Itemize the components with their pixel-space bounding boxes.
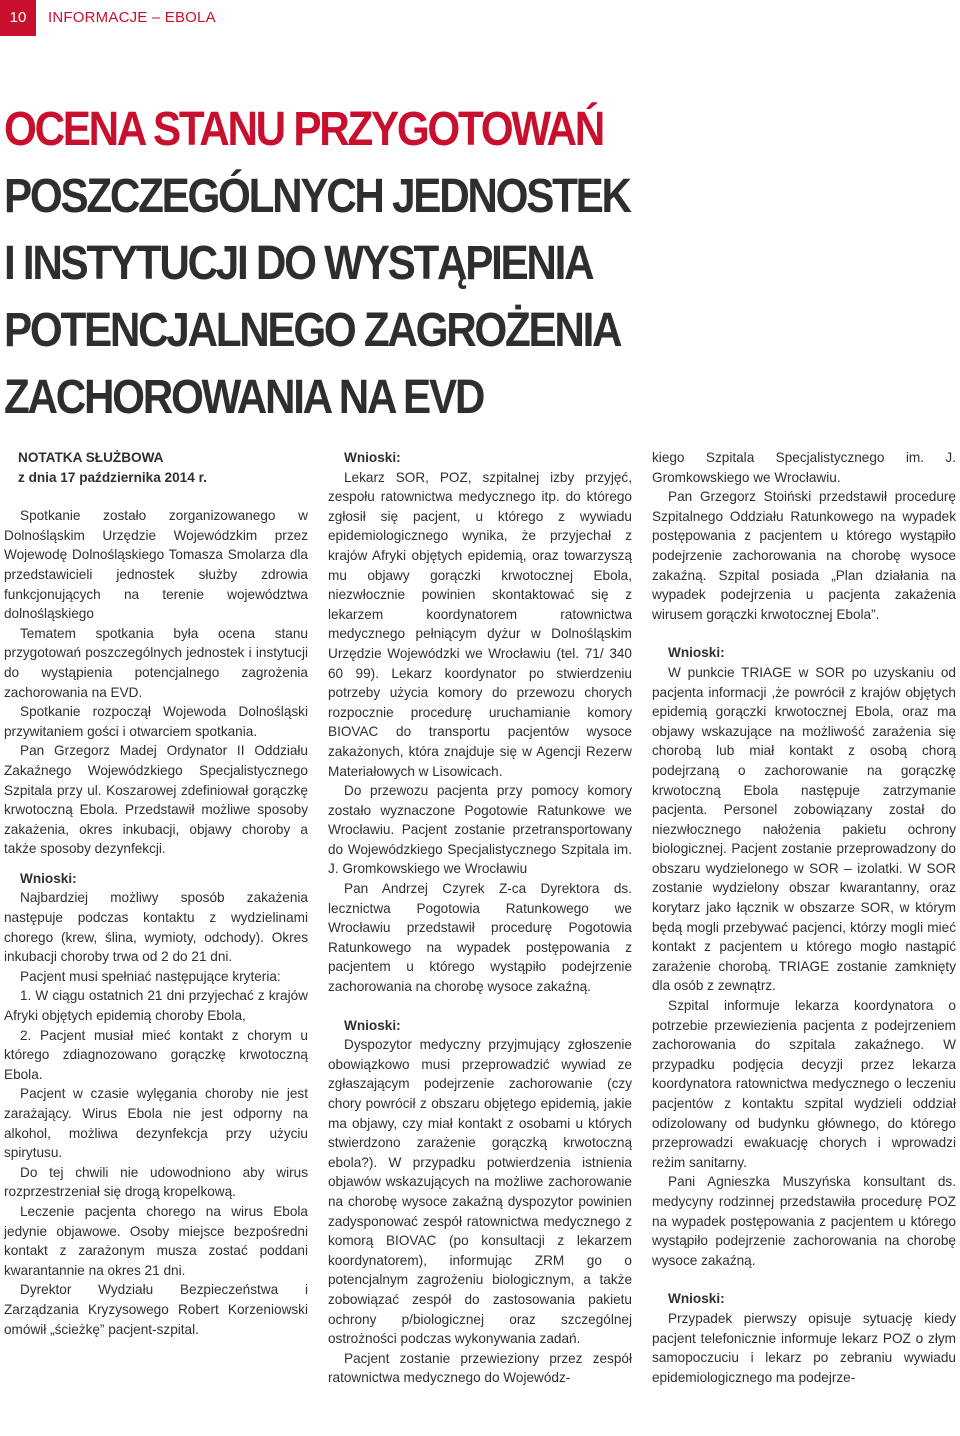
list-item: 2. Pacjent musiał mieć kontakt z chorym u którego zdiagnozowano gorączkę krwotoczną Ebola. <box>4 1027 308 1082</box>
paragraph: Spotkanie rozpoczął Wojewoda Dolnośląski przywitaniem gości i otwarciem spotkania. <box>4 704 308 739</box>
paragraph: Leczenie pacjenta chorego na wirus Ebola jedynie objawowe. Osoby miejsce bezpośredni kontakt z zarażonym musza zostać poddani kwarantannie na okres 21 dni. <box>4 1203 308 1278</box>
paragraph: Pan Andrzej Czyrek Z-ca Dyrektora ds. lecznictwa Pogotowia Ratunkowego we Wrocławiu przedstawił procedurę Pogotowia Ratunkowego na wypadek postępowania z pacjentem u którego wystąpiło podejrzenie zachorowania na chorobę wysoce zakaźną. <box>328 881 632 995</box>
paragraph: Przypadek pierwszy opisuje sytuację kiedy pacjent telefonicznie informuje lekarz POZ o złym samopoczuciu i lekarz po zebraniu wywiadu epidemiologicznego ma podejrze- <box>652 1310 956 1385</box>
paragraph: kiego Szpitala Specjalistycznego im. J. Gromkowskiego we Wrocławiu. <box>652 450 956 485</box>
paragraph: Spotkanie zostało zorganizowanego w Dolnośląskim Urzędzie Wojewódzkim przez Wojewodę Dolnośląskiego Tomasza Smolarza dla przedstawicieli jednostek służby zdrowia funkcjonujących na terenie województwa dolnośląskiego <box>4 508 308 622</box>
note-date: z dnia 17 października 2014 r. <box>18 469 207 485</box>
paragraph: Lekarz SOR, POZ, szpitalnej izby przyjęć, zespołu ratownictwa medycznego itp. do którego zgłosił się pacjent, u którego z wywiadu epidemiologicznego wynika, że przyjechał z krajów Afryki objętych epidemią, oraz towarzyszą mu objawy gorączki krwotocznej Ebola, niezwłocznie powinien skontaktować się z lekarzem koordynatorem ratownictwa medycznego pełniącym dyżur w Dolnośląskim Urzędzie Wojewódzki we Wrocławiu (tel. 71/ 340 60 99). Lekarz koordynator po stwierdzeniu potrzeby użycia komory do przewozu chorych rozpocznie procedurę uruchamianie komory BIOVAC do transportu pacjentów wysoce zakażonych, która znajduje się w Agencji Rezerw Materiałowych w Lisowicach. <box>328 469 632 779</box>
conclusions-heading: Wnioski: <box>20 870 77 886</box>
title-line: POSZCZEGÓLNYCH JEDNOSTEK <box>4 170 630 223</box>
article-column-2 <box>328 448 632 1428</box>
paragraph: Pan Grzegorz Stoiński przedstawił procedurę Szpitalnego Oddziału Ratunkowego na wypadek postępowania z pacjentem u którego wystąpiło podejrzenie zachorowania na chorobę wysoce zakaźną. Szpital posiada „Plan działania na wypadek podejrzenia u pacjenta zakażenia wirusem gorączki krwotocznej Ebola”. <box>652 489 956 622</box>
title-line: I INSTYTUCJI DO WYSTĄPIENIA <box>4 237 593 290</box>
article-title <box>4 96 954 431</box>
paragraph: Pani Agnieszka Muszyńska konsultant ds. medycyny rodzinnej przedstawiła procedurę POZ na wypadek postępowania z pacjentem u którego wystąpiło podejrzenie zachorowania na chorobę wysoce zakaźną. <box>652 1174 956 1268</box>
paragraph: Dyspozytor medyczny przyjmujący zgłoszenie obowiązkowo musi przeprowadzić wywiad ze zgłaszającym podejrzenie zachorowanie (czy chory powrócił z obszaru objętego epidemią, jakie ma objawy, czy miał kontakt z osobami u których stwierdzono zarażenie gorączką krwotoczną ebola?). W przypadku potwierdzenia istnienia objawów wskazujących na możliwe zachorowanie na chorobę wysoce zakaźną dyspozytor powinien zadysponować zespół ratownictwa medycznego z komorą BIOVAC (po konsultacji z lekarzem koordynatorem), informując ZRM go o potencjalnym zagrożeniu biologicznym, a także zobowiązać zespół do zastosowania pakietu ochrony p/biologicznej oraz szczególnej ostrożności podczas wykonywania zadań. <box>328 1037 632 1347</box>
section-label: INFORMACJE – EBOLA <box>48 9 216 26</box>
page-number: 10 <box>0 0 36 36</box>
article-column-1 <box>4 448 308 1428</box>
conclusions-heading: Wnioski: <box>344 450 401 465</box>
note-title: NOTATKA SŁUŻBOWA <box>18 450 164 465</box>
page-header <box>0 0 960 36</box>
paragraph: Najbardziej możliwy sposób zakażenia następuje podczas kontaktu z wydzielinami chorego (krew, ślina, wymioty, odchody). Okres inkubacji choroby trwa od 2 do 21 dni. <box>4 890 308 965</box>
list-item: 1. W ciągu ostatnich 21 dni przyjechać z krajów Afryki objętych epidemią choroby Ebola, <box>4 988 308 1024</box>
paragraph: W punkcie TRIAGE w SOR po uzyskaniu od pacjenta informacji ,że powrócił z krajów objętych epidemią gorączki krwotocznej Ebola, oraz ma objawy wskazujące na możliwość zarażenia się chorobą lub miał kontakt z osobą chorą podejrzaną o zachorowanie na gorączkę krwotoczną Ebola następuje zatrzymanie pacjenta. Personel zobowiązany został do niezwłocznego nałożenia pakietu ochrony biologicznej. Pacjent zostanie przeprowadzony do obszaru wydzielonego w SOR – izolatki. W SOR zostanie wydzielony obszar kwarantanny, oraz korytarz jako łącznik w obszarze SOR, w którym będą mogli przebywać pacjenci, którzy mogli mieć kontakt z pacjentem u którego mogło nastąpić zarażenie chorobą. TRIAGE zostanie zamknięty dla osób z zewnątrz. <box>652 664 956 994</box>
title-line: ZACHOROWANIA NA EVD <box>4 371 484 424</box>
paragraph: Pacjent w czasie wylęgania choroby nie jest zarażający. Wirus Ebola nie jest odporny na alkohol, możliwa dezynfekcja przy użyciu spirytusu. <box>4 1086 308 1161</box>
conclusions-heading: Wnioski: <box>344 1017 401 1033</box>
paragraph: Pacjent zostanie przewieziony przez zespół ratownictwa medycznego do Wojewódz- <box>328 1350 632 1386</box>
article-column-3 <box>652 448 956 1428</box>
conclusions-heading: Wnioski: <box>668 645 725 661</box>
title-line: POTENCJALNEGO ZAGROŻENIA <box>4 304 621 357</box>
paragraph: Dyrektor Wydziału Bezpieczeństwa i Zarządzania Kryzysowego Robert Korzeniowski omówił „ścieżkę” pacjent-szpital. <box>4 1282 308 1337</box>
title-line: OCENA STANU PRZYGOTOWAŃ <box>4 103 603 156</box>
paragraph: Pacjent musi spełniać następujące kryteria: <box>20 968 281 984</box>
conclusions-heading: Wnioski: <box>668 1291 725 1307</box>
paragraph: Tematem spotkania była ocena stanu przygotowań poszczególnych jednostek i instytucji do wystąpienia potencjalnego zagrożenia zachorowania na EVD. <box>4 625 308 700</box>
paragraph: Do tej chwili nie udowodniono aby wirus rozprzestrzeniał się drogą kropelkową. <box>4 1164 308 1200</box>
paragraph: Do przewozu pacjenta przy pomocy komory zostało wyznaczone Pogotowie Ratunkowe we Wrocławiu. Pacjent zostanie przetransportowany do Wojewódzkiego Specjalistycznego Szpitala im. J. Gromkowskiego we Wrocławiu <box>328 783 632 877</box>
paragraph: Szpital informuje lekarza koordynatora o potrzebie przewiezienia pacjenta z podejrzeniem zachorowania do szpitala zakaźnego. W przypadku podjęcia decyzji przez lekarza koordynatora ratownictwa medycznego o leczeniu pacjentów z kontaktu szpital wydzieli oddział odizolowany od budynku głównego, do którego przeprowadzi ewakuację chorych i wprowadzi reżim sanitarny. <box>652 998 956 1170</box>
paragraph: Pan Grzegorz Madej Ordynator II Oddziału Zakaźnego Wojewódzkiego Specjalistycznego Szpitala przy ul. Koszarowej zdefiniował gorączkę krwotoczną Ebola. Przedstawił możliwe sposoby zakażenia, okres inkubacji, objawy choroby a także sposoby dezynfekcji. <box>4 743 308 857</box>
